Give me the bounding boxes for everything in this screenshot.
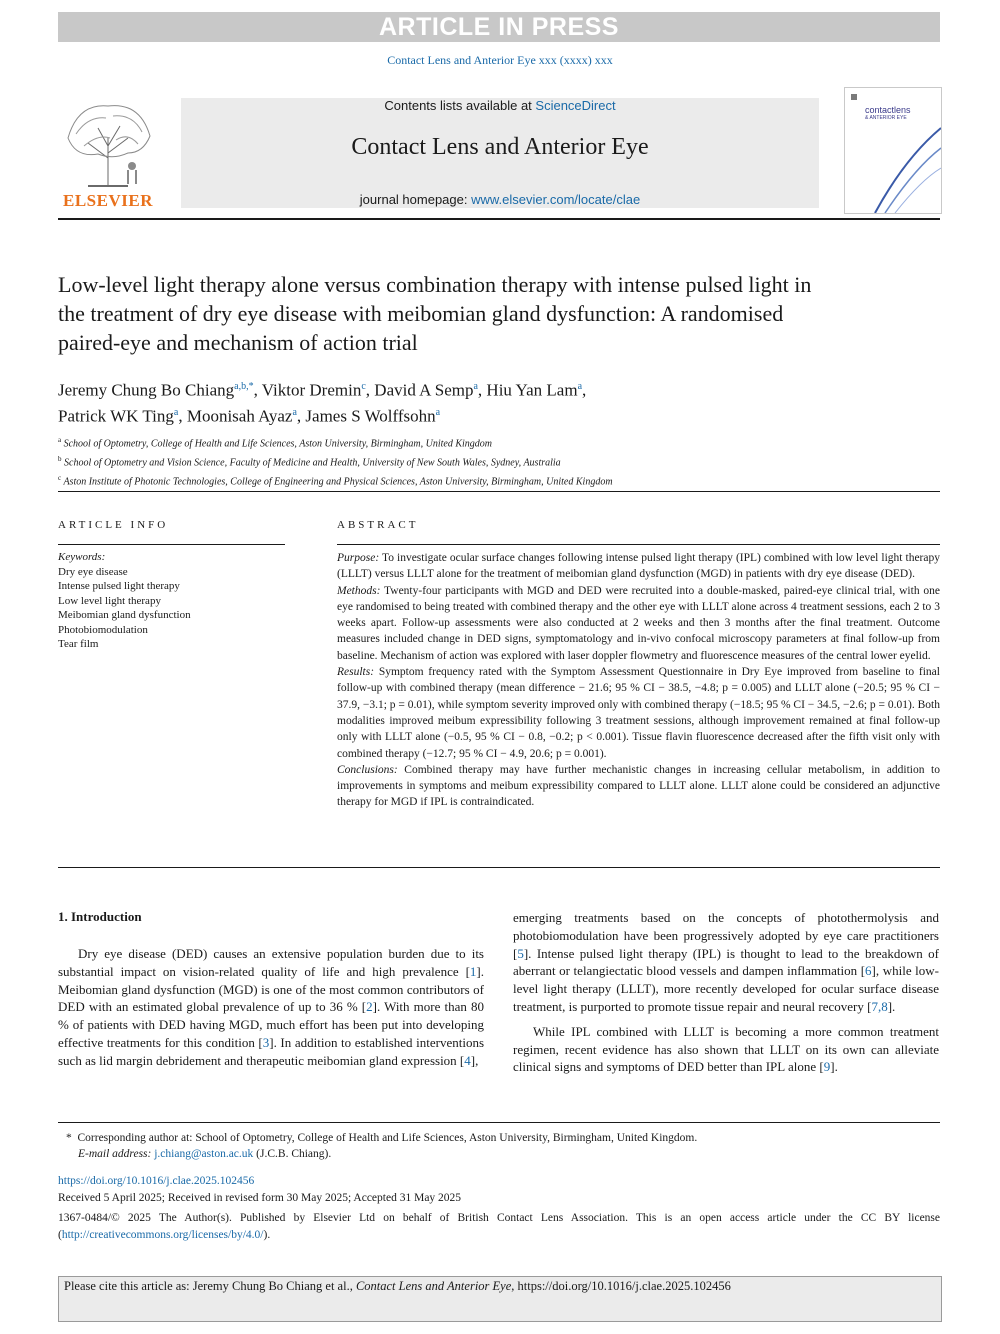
cite-text — [64, 1279, 731, 1294]
abstract-methods — [337, 583, 940, 664]
body-text: ], — [470, 1052, 479, 1068]
keyword-item: Meibomian gland dysfunction — [58, 609, 191, 621]
citation-link[interactable]: 7,8 — [871, 998, 888, 1014]
keywords-label: Keywords: — [58, 551, 106, 563]
cover-subtitle: & ANTERIOR EYE — [865, 115, 907, 121]
copyright-notice — [58, 1210, 940, 1244]
author-separator: , — [365, 380, 375, 400]
affiliation-list — [58, 433, 938, 489]
author-name[interactable]: Hiu Yan Lam — [486, 380, 578, 400]
author-affil-marker[interactable]: a — [435, 406, 441, 418]
body-text: ]. Meibomian gland dysfunction (MGD) is one of the most common contributors of DED with an estimated global prevalence of up to 36 % [ — [58, 963, 484, 1015]
received-dates: Received 5 April 2025; Received in revised form 30 May 2025; Accepted 31 May 2025 — [58, 1192, 462, 1204]
affiliation-text: Aston Institute of Photonic Technologies, College of Engineering and Physical Sciences, Aston University, Birmingham, United Kingdom — [63, 475, 613, 487]
keyword-item: Low level light therapy — [58, 594, 161, 607]
citation-link[interactable]: 9 — [823, 1059, 831, 1075]
affiliation-item — [58, 452, 938, 471]
sciencedirect-link[interactable]: ScienceDirect — [535, 98, 616, 113]
journal-homepage-line — [181, 192, 819, 207]
corresponding-line — [58, 1130, 940, 1146]
citation-link[interactable]: 6 — [865, 963, 872, 979]
corresponding-author-footnote — [58, 1130, 940, 1162]
affiliation-marker: b — [58, 454, 62, 463]
elsevier-wordmark: ELSEVIER — [63, 191, 153, 210]
cite-suffix: , https://doi.org/10.1016/j.clae.2025.102456 — [511, 1279, 731, 1293]
cover-title: contactlens — [865, 105, 911, 115]
email-suffix: (J.C.B. Chiang). — [253, 1148, 332, 1160]
article-info-heading: ARTICLE INFO — [58, 519, 169, 531]
abstract-conclusions — [337, 762, 940, 811]
author-affil-marker[interactable]: a — [473, 381, 478, 392]
citation-link[interactable]: 1 — [469, 963, 477, 979]
body-text: ]. In addition to established interventions such as lid margin debridement and therapeutic meibomian gland expression [ — [58, 1034, 485, 1068]
keyword-item: Tear film — [58, 638, 99, 650]
body-text: ]. Intense pulsed light therapy (IPL) is thought to lead to the breakdown of aberrant or telangiectatic blood vessels and dampen inflammation [ — [513, 945, 939, 979]
body-column-right — [513, 909, 939, 1076]
email-label: E-mail address: — [78, 1148, 155, 1160]
journal-title: Contact Lens and Anterior Eye — [351, 134, 649, 160]
methods-label: Methods: — [337, 584, 381, 597]
affiliation-marker: a — [58, 436, 62, 444]
author-separator: , — [582, 380, 587, 400]
results-text: Symptom frequency rated with the Symptom Assessment Questionnaire in Dry Eye improved from baseline to final follow-up with combined therapy (mean difference − 21.6; 95 % CI − 38.5, −4.8; p = 0.005) and LLLT alone (−20.5; 95 % CI − 37.9, −3.1; p = 0.01), while symptom severity improved only with combined therapy (−18.5; 95 % CI − 34.5, −2.6; p = 0.01). Both modalities improved meibum expressibility following 3 treatment sessions, although improvement remained at final follow-up only with LLLT alone (−0.5, 95 % CI − 0.8, −0.2; p < 0.001). Tissue flavin fluorescence decreased after the fifth visit only with combined therapy (−12.7; 95 % CI − 4.9, 20.6; p = 0.001). — [337, 666, 940, 760]
title-divider — [58, 491, 940, 492]
conclusions-label: Conclusions: — [337, 763, 398, 776]
author-affil-marker[interactable]: a — [577, 381, 583, 392]
keywords-list — [58, 550, 285, 652]
keyword-item: Photobiomodulation — [58, 623, 148, 636]
footnote-marker: * — [66, 1132, 72, 1144]
citation-link[interactable]: 5 — [517, 945, 524, 961]
body-text: emerging treatments based on the concepts of photothermolysis and photobiomodulation have been progressively adopted by eye care practitioners [ — [513, 910, 939, 961]
cite-journal: Contact Lens and Anterior Eye — [355, 1279, 512, 1293]
author-separator: , — [253, 380, 262, 400]
copyright-text-end: ). — [263, 1229, 271, 1241]
footnote-rule — [58, 1122, 940, 1123]
keyword-item: Intense pulsed light therapy — [58, 580, 180, 592]
affiliation-marker: c — [58, 473, 62, 482]
homepage-link[interactable]: www.elsevier.com/locate/clae — [471, 192, 641, 207]
purpose-label: Purpose: — [337, 552, 380, 564]
affiliation-text: School of Optometry, College of Health and Life Sciences, Aston University, Birmingham, United Kingdom — [63, 438, 492, 450]
copyright-text: 1367-0484/© 2025 The Author(s). Published by Elsevier Ltd on behalf of British Contact Lens Association. This is an open access article under the CC BY license ( — [58, 1212, 940, 1241]
cite-prefix: Please cite this article as: Jeremy Chung Bo Chiang et al., — [64, 1279, 356, 1293]
body-text: ], while low-level light therapy (LLLT), more recently developed for ocular surface disease treatment, is purported to promote tissue repair and neural recovery [ — [513, 963, 939, 1014]
abstract-purpose — [337, 550, 940, 583]
homepage-prefix: journal homepage: — [359, 192, 472, 207]
author-name[interactable]: Patrick WK Ting — [58, 406, 174, 426]
body-text: While IPL combined with LLLT is becoming a more common treatment regimen, recent evidence has also shown that LLLT on its own can alleviate clinical signs and symptoms of DED better than IPL alone [ — [513, 1023, 939, 1075]
contents-prefix: Contents lists available at — [384, 98, 536, 113]
section-heading-introduction: 1. Introduction — [58, 909, 142, 924]
abstract-body — [337, 550, 940, 811]
article-info-rule — [58, 544, 285, 545]
citation-link[interactable]: 2 — [366, 999, 373, 1015]
purpose-text: To investigate ocular surface changes following intense pulsed light therapy (IPL) combined with low level light therapy (LLLT) versus LLLT alone for the treatment of meibomian gland dysfunction (MGD) in patients with dry eye disease (DED). — [337, 552, 940, 581]
affiliation-item — [58, 471, 938, 490]
email-link[interactable]: j.chiang@aston.ac.uk — [154, 1148, 254, 1160]
results-label: Results: — [337, 666, 375, 679]
body-text: Dry eye disease (DED) causes an extensive population burden due to its substantial impact on vision-related quality of life and high prevalence [ — [58, 946, 484, 979]
abstract-heading: ABSTRACT — [337, 519, 419, 531]
abstract-results — [337, 664, 940, 762]
journal-cover-image — [844, 87, 942, 214]
body-text: ]. With more than 80 % of patients with DED having MGD, much effort has been put into developing effective treatments for this condition [ — [58, 999, 484, 1050]
author-separator: , — [178, 406, 187, 426]
author-separator: , — [477, 380, 487, 400]
author-affil-marker[interactable]: c — [361, 381, 366, 392]
author-name[interactable]: David A Semp — [374, 380, 474, 400]
author-list — [58, 376, 818, 427]
doi-link[interactable]: https://doi.org/10.1016/j.clae.2025.102456 — [58, 1175, 255, 1187]
body-text: ]. — [830, 1059, 838, 1075]
affiliation-item — [58, 433, 938, 452]
article-title: Low-level light therapy alone versus combination therapy with intense pulsed light in the treatment of dry eye disease with meibomian gland dysfunction: A randomised paired-eye and mechanism of action trial — [58, 272, 812, 355]
article-in-press-banner: ARTICLE IN PRESS — [58, 12, 940, 42]
abstract-rule — [337, 544, 940, 545]
journal-reference-link[interactable]: Contact Lens and Anterior Eye xxx (xxxx) xxx — [387, 53, 613, 67]
body-column-left — [58, 945, 484, 1070]
affiliation-text: School of Optometry and Vision Science, Faculty of Medicine and Health, University of New South Wales, Sydney, Australia — [64, 457, 561, 469]
header-divider — [58, 218, 940, 220]
citation-link[interactable]: 3 — [262, 1034, 270, 1050]
author-separator: , — [296, 406, 306, 426]
license-link[interactable]: http://creativecommons.org/licenses/by/4.0/ — [61, 1229, 264, 1241]
citation-link[interactable]: 4 — [464, 1052, 471, 1068]
abstract-end-rule — [58, 867, 940, 868]
author-name[interactable]: Jeremy Chung Bo Chiang — [58, 380, 235, 400]
author-affil-marker[interactable]: a — [173, 406, 179, 418]
contents-available-line — [181, 98, 819, 113]
author-name[interactable]: Moonisah Ayaz — [186, 406, 293, 426]
author-name[interactable]: Viktor Dremin — [261, 380, 362, 400]
author-name[interactable]: James S Wolffsohn — [305, 406, 436, 426]
conclusions-text: Combined therapy may have further mechanistic changes in increasing cellular metabolism, in addition to improvements in symptoms and meibum expressibility compared to LLLT alone. LLLT alone could be considered an adjunctive therapy for MGD if IPL is contraindicated. — [337, 763, 940, 809]
keyword-item: Dry eye disease — [58, 565, 128, 578]
corresponding-text: Corresponding author at: School of Optometry, College of Health and Life Sciences, Aston University, Birmingham, United Kingdom. — [77, 1132, 698, 1144]
email-line — [58, 1146, 940, 1162]
intro-paragraph — [513, 1023, 939, 1076]
methods-text: Twenty-four participants with MGD and DED were recruited into a double-masked, paired-eye clinical trial, with one eye randomised to being treated with combined therapy and the other eye with LLLT alone across 4 treatment sessions, each 2 to 3 weeks apart. Follow-up assessments were also conducted at 2 weeks and then 3 months after the final treatment. Outcome measures included change in DED signs, symptomatology and in-vivo confocal microscopy parameters at final follow-up from baseline. Mechanism of action was explored with laser doppler flowmetry and fluorescence measures of the central lower eyelid. — [337, 584, 940, 662]
author-affil-marker[interactable]: a — [292, 406, 297, 418]
intro-paragraph — [58, 945, 484, 1070]
intro-paragraph — [513, 909, 939, 1016]
author-affil-marker[interactable]: a,b,* — [234, 381, 254, 392]
body-text: ]. — [887, 998, 896, 1014]
